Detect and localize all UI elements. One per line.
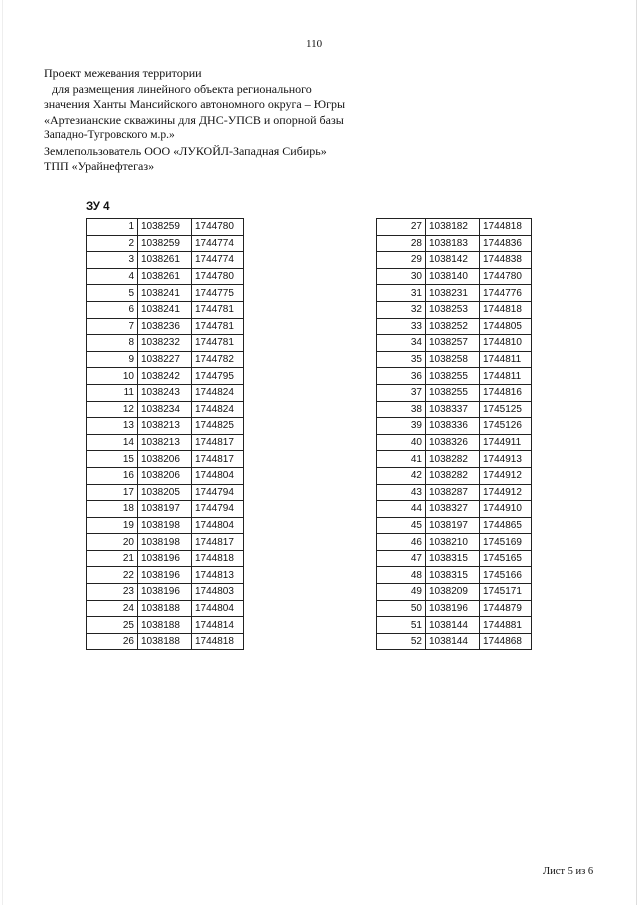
y-coordinate-cell: 1745166 [480, 567, 532, 584]
coordinates-table-right [376, 218, 532, 650]
y-coordinate-cell: 1745125 [480, 401, 532, 418]
point-number-cell: 7 [87, 318, 138, 335]
x-coordinate-cell: 1038327 [426, 501, 480, 518]
table-row [377, 633, 532, 650]
point-number-cell: 8 [87, 335, 138, 352]
point-number-cell: 12 [87, 401, 138, 418]
y-coordinate-cell: 1744881 [480, 617, 532, 634]
y-coordinate-cell: 1744781 [192, 301, 244, 318]
table-row [87, 384, 244, 401]
point-number-cell: 17 [87, 484, 138, 501]
y-coordinate-cell: 1744774 [192, 235, 244, 252]
header-line: Проект межевания территории [44, 66, 202, 80]
y-coordinate-cell: 1744781 [192, 318, 244, 335]
x-coordinate-cell: 1038144 [426, 633, 480, 650]
x-coordinate-cell: 1038196 [138, 550, 192, 567]
table-row [87, 467, 244, 484]
y-coordinate-cell: 1745126 [480, 418, 532, 435]
x-coordinate-cell: 1038261 [138, 252, 192, 269]
x-coordinate-cell: 1038282 [426, 451, 480, 468]
point-number-cell: 34 [377, 335, 426, 352]
y-coordinate-cell: 1744811 [480, 368, 532, 385]
y-coordinate-cell: 1744804 [192, 467, 244, 484]
x-coordinate-cell: 1038213 [138, 418, 192, 435]
y-coordinate-cell: 1744817 [192, 434, 244, 451]
table-row [377, 418, 532, 435]
point-number-cell: 29 [377, 252, 426, 269]
y-coordinate-cell: 1744805 [480, 318, 532, 335]
x-coordinate-cell: 1038198 [138, 534, 192, 551]
y-coordinate-cell: 1744911 [480, 434, 532, 451]
x-coordinate-cell: 1038188 [138, 600, 192, 617]
y-coordinate-cell: 1744774 [192, 252, 244, 269]
point-number-cell: 14 [87, 434, 138, 451]
table-row [377, 600, 532, 617]
table-row [87, 268, 244, 285]
x-coordinate-cell: 1038140 [426, 268, 480, 285]
table-row [377, 534, 532, 551]
y-coordinate-cell: 1744781 [192, 335, 244, 352]
y-coordinate-cell: 1744811 [480, 351, 532, 368]
table-row [377, 484, 532, 501]
header-line: Землепользователь ООО «ЛУКОЙЛ-Западная Сибирь» [44, 143, 327, 158]
point-number-cell: 28 [377, 235, 426, 252]
y-coordinate-cell: 1744795 [192, 368, 244, 385]
x-coordinate-cell: 1038252 [426, 318, 480, 335]
table-row [87, 219, 244, 236]
point-number-cell: 40 [377, 434, 426, 451]
point-number-cell: 25 [87, 617, 138, 634]
point-number-cell: 51 [377, 617, 426, 634]
header-line: для размещения линейного объекта регионального [52, 81, 312, 96]
table-row [87, 252, 244, 269]
x-coordinate-cell: 1038206 [138, 467, 192, 484]
table-row [377, 268, 532, 285]
x-coordinate-cell: 1038209 [426, 584, 480, 601]
point-number-cell: 19 [87, 517, 138, 534]
table-row [377, 501, 532, 518]
y-coordinate-cell: 1744794 [192, 501, 244, 518]
y-coordinate-cell: 1744879 [480, 600, 532, 617]
page-number: 110 [306, 38, 323, 50]
point-number-cell: 35 [377, 351, 426, 368]
x-coordinate-cell: 1038188 [138, 633, 192, 650]
x-coordinate-cell: 1038282 [426, 467, 480, 484]
table-row [377, 301, 532, 318]
table-row [87, 451, 244, 468]
point-number-cell: 32 [377, 301, 426, 318]
point-number-cell: 39 [377, 418, 426, 435]
table-row [87, 484, 244, 501]
document-header [44, 66, 345, 175]
point-number-cell: 36 [377, 368, 426, 385]
x-coordinate-cell: 1038142 [426, 252, 480, 269]
x-coordinate-cell: 1038210 [426, 534, 480, 551]
table-row [87, 401, 244, 418]
table-row [87, 368, 244, 385]
y-coordinate-cell: 1744868 [480, 633, 532, 650]
table-row [87, 235, 244, 252]
table-row [87, 633, 244, 650]
x-coordinate-cell: 1038242 [138, 368, 192, 385]
x-coordinate-cell: 1038234 [138, 401, 192, 418]
point-number-cell: 24 [87, 600, 138, 617]
y-coordinate-cell: 1744818 [192, 550, 244, 567]
x-coordinate-cell: 1038259 [138, 235, 192, 252]
y-coordinate-cell: 1744775 [192, 285, 244, 302]
point-number-cell: 13 [87, 418, 138, 435]
point-number-cell: 46 [377, 534, 426, 551]
table-row [377, 351, 532, 368]
point-number-cell: 49 [377, 584, 426, 601]
x-coordinate-cell: 1038287 [426, 484, 480, 501]
point-number-cell: 37 [377, 384, 426, 401]
y-coordinate-cell: 1745171 [480, 584, 532, 601]
table-row [377, 550, 532, 567]
point-number-cell: 21 [87, 550, 138, 567]
table-row [377, 368, 532, 385]
x-coordinate-cell: 1038255 [426, 384, 480, 401]
y-coordinate-cell: 1744816 [480, 384, 532, 401]
header-line: ТПП «Урайнефтегаз» [44, 159, 155, 173]
y-coordinate-cell: 1744818 [480, 301, 532, 318]
table-row [377, 584, 532, 601]
table-row [87, 501, 244, 518]
x-coordinate-cell: 1038196 [138, 567, 192, 584]
point-number-cell: 9 [87, 351, 138, 368]
y-coordinate-cell: 1744912 [480, 484, 532, 501]
table-row [87, 335, 244, 352]
y-coordinate-cell: 1744818 [192, 633, 244, 650]
point-number-cell: 48 [377, 567, 426, 584]
point-number-cell: 5 [87, 285, 138, 302]
table-row [377, 451, 532, 468]
x-coordinate-cell: 1038196 [138, 584, 192, 601]
table-row [87, 318, 244, 335]
table-row [377, 517, 532, 534]
y-coordinate-cell: 1744804 [192, 517, 244, 534]
point-number-cell: 42 [377, 467, 426, 484]
point-number-cell: 33 [377, 318, 426, 335]
table-row [377, 567, 532, 584]
point-number-cell: 43 [377, 484, 426, 501]
sheet-counter: Лист 5 из 6 [543, 866, 594, 877]
table-row [377, 384, 532, 401]
point-number-cell: 30 [377, 268, 426, 285]
point-number-cell: 23 [87, 584, 138, 601]
x-coordinate-cell: 1038231 [426, 285, 480, 302]
point-number-cell: 4 [87, 268, 138, 285]
y-coordinate-cell: 1744803 [192, 584, 244, 601]
x-coordinate-cell: 1038206 [138, 451, 192, 468]
point-number-cell: 6 [87, 301, 138, 318]
point-number-cell: 10 [87, 368, 138, 385]
y-coordinate-cell: 1744824 [192, 384, 244, 401]
table-row [87, 517, 244, 534]
table-row [377, 318, 532, 335]
header-line: значения Ханты Мансийского автономного округа – Югры [44, 97, 346, 111]
point-number-cell: 18 [87, 501, 138, 518]
table-row [377, 285, 532, 302]
parcel-label: ЗУ 4 [86, 201, 110, 213]
point-number-cell: 45 [377, 517, 426, 534]
x-coordinate-cell: 1038183 [426, 235, 480, 252]
x-coordinate-cell: 1038197 [426, 517, 480, 534]
table-row [87, 534, 244, 551]
x-coordinate-cell: 1038259 [138, 219, 192, 236]
point-number-cell: 2 [87, 235, 138, 252]
y-coordinate-cell: 1744814 [192, 617, 244, 634]
point-number-cell: 47 [377, 550, 426, 567]
header-line: «Артезианские скважины для ДНС-УПСВ и опорной базы [44, 112, 344, 127]
table-row [87, 617, 244, 634]
x-coordinate-cell: 1038253 [426, 301, 480, 318]
x-coordinate-cell: 1038241 [138, 301, 192, 318]
table-row [377, 252, 532, 269]
y-coordinate-cell: 1744817 [192, 534, 244, 551]
point-number-cell: 44 [377, 501, 426, 518]
x-coordinate-cell: 1038257 [426, 335, 480, 352]
table-row [87, 550, 244, 567]
point-number-cell: 52 [377, 633, 426, 650]
point-number-cell: 11 [87, 384, 138, 401]
table-row [377, 434, 532, 451]
x-coordinate-cell: 1038196 [426, 600, 480, 617]
point-number-cell: 1 [87, 219, 138, 236]
x-coordinate-cell: 1038213 [138, 434, 192, 451]
y-coordinate-cell: 1744818 [480, 219, 532, 236]
y-coordinate-cell: 1744794 [192, 484, 244, 501]
y-coordinate-cell: 1744810 [480, 335, 532, 352]
x-coordinate-cell: 1038336 [426, 418, 480, 435]
y-coordinate-cell: 1744804 [192, 600, 244, 617]
point-number-cell: 15 [87, 451, 138, 468]
x-coordinate-cell: 1038198 [138, 517, 192, 534]
table-row [87, 584, 244, 601]
x-coordinate-cell: 1038337 [426, 401, 480, 418]
table-row [377, 401, 532, 418]
y-coordinate-cell: 1744776 [480, 285, 532, 302]
table-row [87, 567, 244, 584]
x-coordinate-cell: 1038232 [138, 335, 192, 352]
x-coordinate-cell: 1038144 [426, 617, 480, 634]
point-number-cell: 16 [87, 467, 138, 484]
y-coordinate-cell: 1745169 [480, 534, 532, 551]
scan-edge-left [2, 0, 3, 905]
point-number-cell: 20 [87, 534, 138, 551]
point-number-cell: 27 [377, 219, 426, 236]
x-coordinate-cell: 1038315 [426, 567, 480, 584]
x-coordinate-cell: 1038227 [138, 351, 192, 368]
x-coordinate-cell: 1038241 [138, 285, 192, 302]
x-coordinate-cell: 1038188 [138, 617, 192, 634]
y-coordinate-cell: 1744782 [192, 351, 244, 368]
y-coordinate-cell: 1744912 [480, 467, 532, 484]
y-coordinate-cell: 1744910 [480, 501, 532, 518]
table-row [87, 285, 244, 302]
point-number-cell: 26 [87, 633, 138, 650]
table-row [377, 335, 532, 352]
x-coordinate-cell: 1038243 [138, 384, 192, 401]
y-coordinate-cell: 1744824 [192, 401, 244, 418]
x-coordinate-cell: 1038261 [138, 268, 192, 285]
y-coordinate-cell: 1744836 [480, 235, 532, 252]
x-coordinate-cell: 1038326 [426, 434, 480, 451]
y-coordinate-cell: 1744825 [192, 418, 244, 435]
x-coordinate-cell: 1038197 [138, 501, 192, 518]
header-line: Западно-Тугровского м.р.» [44, 129, 175, 141]
y-coordinate-cell: 1745165 [480, 550, 532, 567]
x-coordinate-cell: 1038236 [138, 318, 192, 335]
table-row [87, 301, 244, 318]
y-coordinate-cell: 1744780 [192, 268, 244, 285]
y-coordinate-cell: 1744813 [192, 567, 244, 584]
y-coordinate-cell: 1744817 [192, 451, 244, 468]
y-coordinate-cell: 1744780 [192, 219, 244, 236]
table-row [87, 600, 244, 617]
table-row [377, 467, 532, 484]
table-row [377, 235, 532, 252]
scan-edge-right [636, 0, 637, 905]
y-coordinate-cell: 1744780 [480, 268, 532, 285]
x-coordinate-cell: 1038205 [138, 484, 192, 501]
coordinates-table-left [86, 218, 244, 650]
point-number-cell: 3 [87, 252, 138, 269]
point-number-cell: 31 [377, 285, 426, 302]
table-row [377, 219, 532, 236]
x-coordinate-cell: 1038315 [426, 550, 480, 567]
table-row [87, 434, 244, 451]
point-number-cell: 22 [87, 567, 138, 584]
x-coordinate-cell: 1038182 [426, 219, 480, 236]
x-coordinate-cell: 1038255 [426, 368, 480, 385]
y-coordinate-cell: 1744838 [480, 252, 532, 269]
point-number-cell: 38 [377, 401, 426, 418]
table-row [87, 351, 244, 368]
x-coordinate-cell: 1038258 [426, 351, 480, 368]
y-coordinate-cell: 1744913 [480, 451, 532, 468]
table-row [377, 617, 532, 634]
y-coordinate-cell: 1744865 [480, 517, 532, 534]
point-number-cell: 41 [377, 451, 426, 468]
point-number-cell: 50 [377, 600, 426, 617]
table-row [87, 418, 244, 435]
